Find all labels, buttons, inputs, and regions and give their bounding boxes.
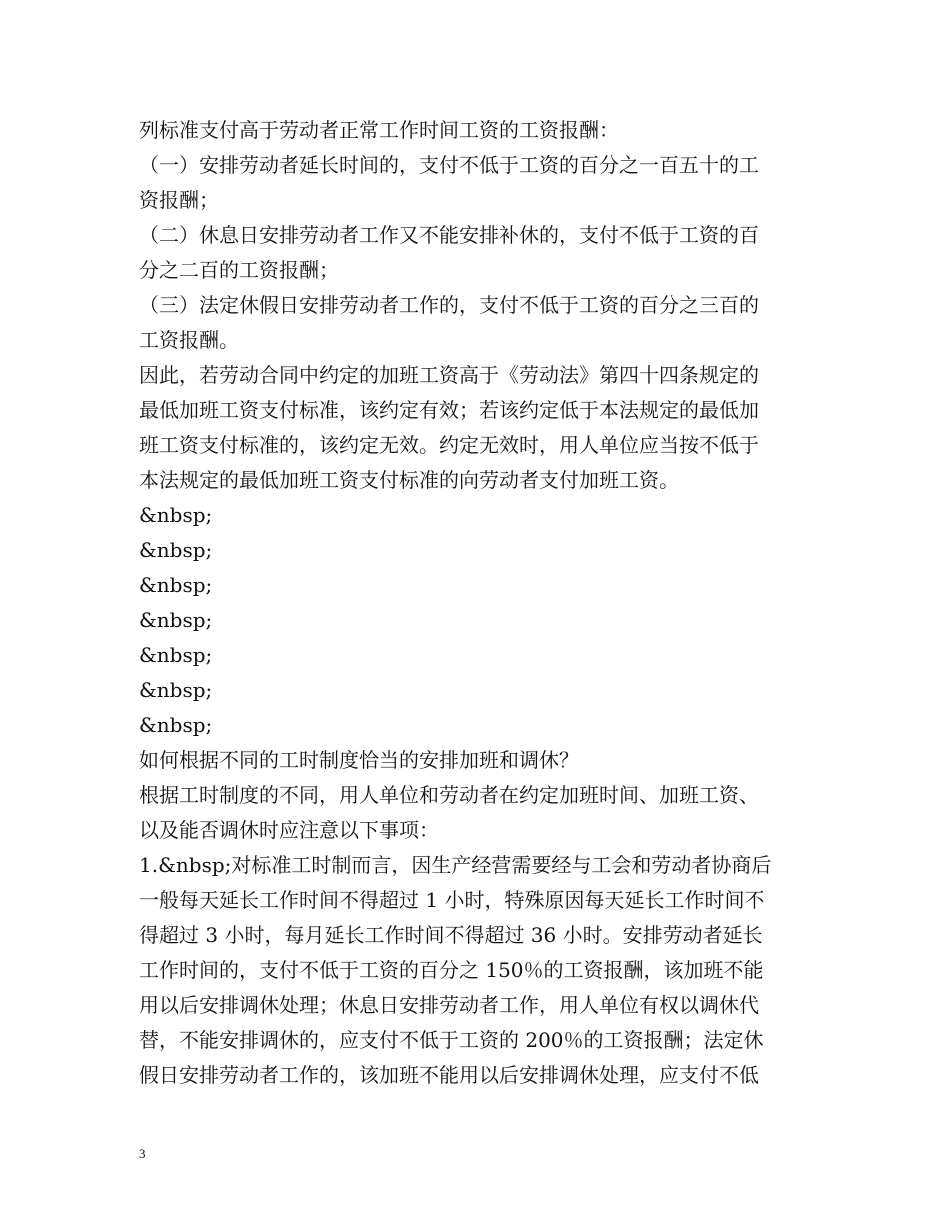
section-heading: 如何根据不同的工时制度恰当的安排加班和调休？ xyxy=(139,748,579,772)
text-line: 分之二百的工资报酬； xyxy=(139,258,339,282)
text-line: 班工资支付标准的，该约定无效。约定无效时，用人单位应当按不低于 xyxy=(139,433,759,457)
text-line: （二）休息日安排劳动者工作又不能安排补休的，支付不低于工资的百 xyxy=(139,223,759,247)
text-line: 工资报酬。 xyxy=(139,328,239,352)
text-line: 假日安排劳动者工作的，该加班不能用以后安排调休处理，应支付不低 xyxy=(139,1063,759,1087)
text-line: 根据工时制度的不同，用人单位和劳动者在约定加班时间、加班工资、 xyxy=(139,783,759,807)
text-line: 一般每天延长工作时间不得超过 1 小时，特殊原因每天延长工作时间不 xyxy=(139,888,765,912)
text-line: 本法规定的最低加班工资支付标准的向劳动者支付加班工资。 xyxy=(139,468,679,492)
text-line: 得超过 3 小时，每月延长工作时间不得超过 36 小时。安排劳动者延长 xyxy=(139,923,763,947)
text-line: &nbsp; xyxy=(139,573,213,597)
text-line: 因此，若劳动合同中约定的加班工资高于《劳动法》第四十四条规定的 xyxy=(139,363,759,387)
text-line: 用以后安排调休处理；休息日安排劳动者工作，用人单位有权以调休代 xyxy=(139,993,759,1017)
text-line: &nbsp; xyxy=(139,713,213,737)
text-line: 替，不能安排调休的，应支付不低于工资的 200％的工资报酬；法定休 xyxy=(139,1028,764,1052)
text-line: &nbsp; xyxy=(139,643,213,667)
page-number: 3 xyxy=(139,1146,146,1161)
text-line: 以及能否调休时应注意以下事项： xyxy=(139,818,439,842)
text-line: （三）法定休假日安排劳动者工作的，支付不低于工资的百分之三百的 xyxy=(139,293,759,317)
text-line: 工作时间的，支付不低于工资的百分之 150％的工资报酬，该加班不能 xyxy=(139,958,764,982)
document-body xyxy=(139,113,814,1093)
text-line: &nbsp; xyxy=(139,608,213,632)
text-line: &nbsp; xyxy=(139,678,213,702)
text-line: &nbsp; xyxy=(139,538,213,562)
text-line: &nbsp; xyxy=(139,503,213,527)
text-line: 最低加班工资支付标准，该约定有效；若该约定低于本法规定的最低加 xyxy=(139,398,759,422)
text-line: 1.&nbsp;对标准工时制而言，因生产经营需要经与工会和劳动者协商后 xyxy=(139,853,772,877)
text-line: （一）安排劳动者延长时间的，支付不低于工资的百分之一百五十的工 xyxy=(139,153,759,177)
text-line: 资报酬； xyxy=(139,188,219,212)
text-line: 列标准支付高于劳动者正常工作时间工资的工资报酬： xyxy=(139,118,619,142)
